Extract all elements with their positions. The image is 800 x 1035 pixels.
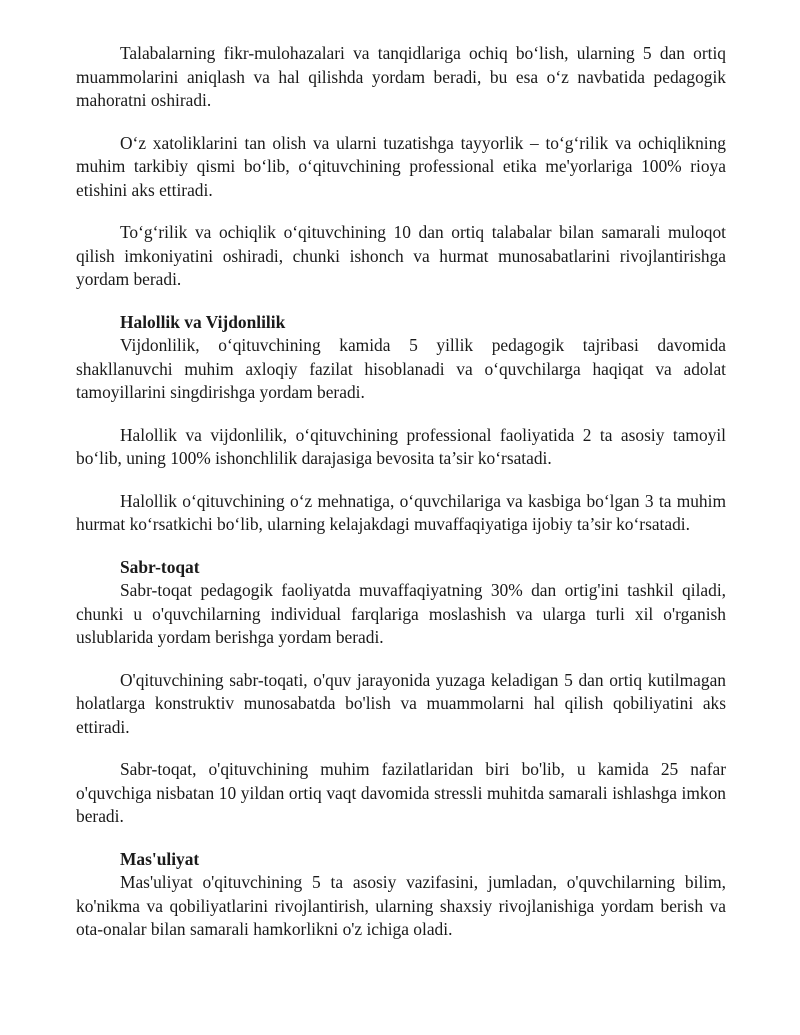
paragraph-honesty-respect: Halollik o‘qituvchining o‘z mehnatiga, o‘quvchilariga va kasbiga bo‘lgan 3 ta muhim hurmat ko‘rsatkichi bo‘lib, ularning kelajakdagi muvaffaqiyatiga ijobiy ta’sir ko‘rsatadi. [76,490,726,534]
paragraph-responsibility-duties: Mas'uliyat o'qituvchining 5 ta asosiy vazifasini, jumladan, o'quvchilarning bilim, ko'nikma va qobiliyatlarini rivojlantirish, ularning shaxsiy rivojlanishiga yordam berish va ota-onalar bilan samarali hamkorlikni o'z ichiga oladi. [76,872,726,939]
paragraph-honesty-principles: Halollik va vijdonlilik, o‘qituvchining professional faoliyatida 2 ta asosiy tamoyil bo‘lib, uning 100% ishonchlilik darajasiga bevosita ta’sir ko‘rsatadi. [76,424,726,468]
section-heading-honesty: Halollik va Vijdonlilik [120,311,286,332]
paragraph-feedback-openness: Talabalarning fikr-mulohazalari va tanqidlariga ochiq bo‘lish, ularning 5 dan ortiq muammolarini aniqlash va hal qilishda yordam beradi, bu esa o‘z navbatida pedagogik mahoratni oshiradi. [76,43,726,110]
paragraph-admitting-mistakes: O‘z xatoliklarini tan olish va ularni tuzatishga tayyorlik – to‘g‘rilik va ochiqlikning muhim tarkibiy qismi bo‘lib, o‘qituvchining professional etika me'yorlariga 100% rioya etishini aks ettiradi. [76,132,726,200]
paragraph-conscientiousness: Vijdonlilik, o‘qituvchining kamida 5 yillik pedagogik tajribasi davomida shakllanuvchi muhim axloqiy fazilat hisoblanadi va o‘quvchilarga haqiqat va adolat tamoyillarini singdirishga yordam beradi. [76,335,726,402]
paragraph-patience-stress: Sabr-toqat, o'qituvchining muhim fazilatlaridan biri bo'lib, u kamida 25 nafar o'quvchiga nisbatan 10 yildan ortiq vaqt davomida stressli muhitda samarali ishlashga imkon beradi. [76,759,726,826]
section-heading-patience: Sabr-toqat [120,556,200,577]
paragraph-patience-success: Sabr-toqat pedagogik faoliyatda muvaffaqiyatning 30% dan ortig'ini tashkil qiladi, chunki u o'quvchilarning individual farqlariga moslashish va ularga turli xil o'rganish uslublarida yordam berishga yordam beradi. [76,580,726,647]
paragraph-honesty-communication: To‘g‘rilik va ochiqlik o‘qituvchining 10 dan ortiq talabalar bilan samarali muloqot qilish imkoniyatini oshiradi, chunki ishonch va hurmat munosabatlarini rivojlantirishga yordam beradi. [76,222,726,289]
paragraph-patience-situations: O'qituvchining sabr-toqati, o'quv jarayonida yuzaga keladigan 5 dan ortiq kutilmagan holatlarga konstruktiv munosabatda bo'lish va muammolarni hal qilish qobiliyatini aks ettiradi. [76,669,726,737]
document-page [76,42,726,961]
section-heading-responsibility: Mas'uliyat [120,848,200,869]
